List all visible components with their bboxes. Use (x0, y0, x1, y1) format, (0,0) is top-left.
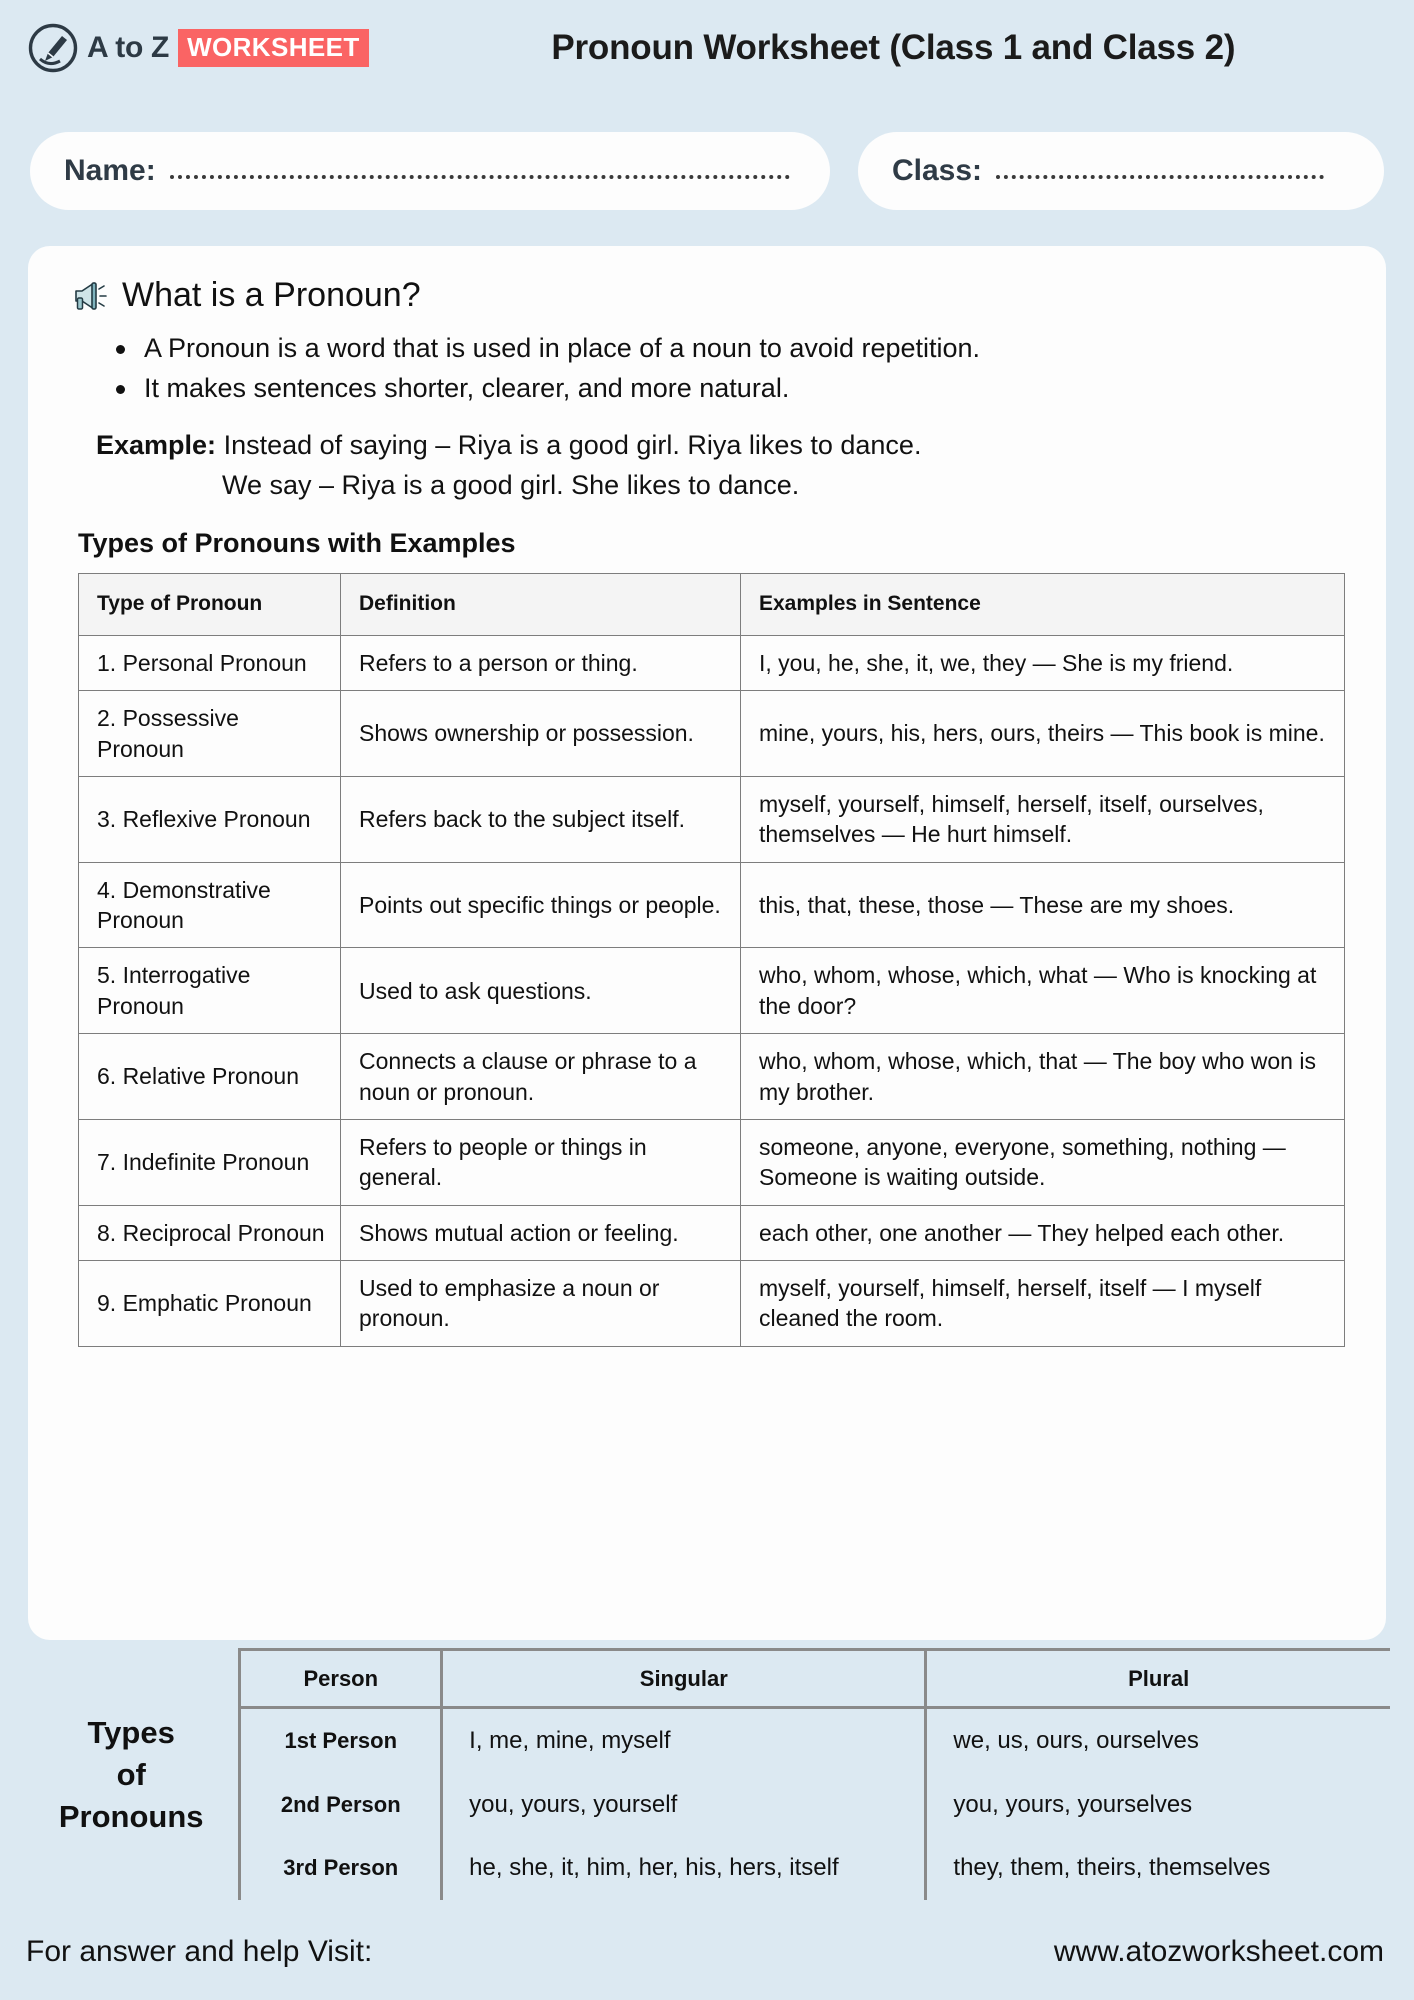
cell-definition: Shows ownership or possession. (341, 691, 741, 777)
cell-type: 8. Reciprocal Pronoun (79, 1205, 341, 1260)
cell-type: 7. Indefinite Pronoun (79, 1119, 341, 1205)
cell-definition: Refers to people or things in general. (341, 1119, 741, 1205)
cell-definition: Refers to a person or thing. (341, 635, 741, 690)
name-input[interactable] (170, 167, 790, 179)
side-label-line-1: Types (87, 1715, 175, 1751)
footer-website-link[interactable]: www.atozworksheet.com (1053, 1935, 1384, 1968)
pronoun-persons-table (24, 1648, 1390, 1900)
cell-definition: Used to ask questions. (341, 948, 741, 1034)
cell-plural: we, us, ours, ourselves (926, 1708, 1390, 1774)
example-line-1: Instead of saying – Riya is a good girl. Riya likes to dance. (223, 429, 922, 460)
table-header-row (79, 573, 1345, 635)
cell-type: 6. Relative Pronoun (79, 1034, 341, 1120)
col-header-examples: Examples in Sentence (741, 573, 1345, 635)
cell-examples: I, you, he, she, it, we, they — She is my friend. (741, 635, 1345, 690)
list-item: A Pronoun is a word that is used in place of a noun to avoid repetition. (108, 329, 1358, 369)
name-field-box[interactable] (30, 132, 830, 210)
cell-person: 3rd Person (240, 1837, 442, 1900)
cell-singular: you, yours, yourself (442, 1774, 926, 1837)
cell-person: 2nd Person (240, 1774, 442, 1837)
table-row (79, 1205, 1345, 1260)
page-footer (26, 1920, 1384, 1984)
cell-examples: who, whom, whose, which, what — Who is knocking at the door? (741, 948, 1345, 1034)
persons-section (24, 1648, 1390, 1900)
table-row (79, 691, 1345, 777)
cell-plural: they, them, theirs, themselves (926, 1837, 1390, 1900)
table-row (79, 1119, 1345, 1205)
content-card (28, 246, 1386, 1640)
what-is-a-pronoun-heading (70, 276, 1358, 315)
class-field-box[interactable] (858, 132, 1384, 210)
brand-logo[interactable] (28, 23, 369, 73)
table-row (79, 635, 1345, 690)
cell-singular: he, she, it, him, her, his, hers, itself (442, 1837, 926, 1900)
example-block (96, 425, 1358, 506)
table-row (79, 862, 1345, 948)
cell-type: 3. Reflexive Pronoun (79, 776, 341, 862)
class-label: Class: (892, 154, 983, 187)
footer-help-text: For answer and help Visit: (26, 1935, 373, 1968)
example-line-2: We say – Riya is a good girl. She likes to dance. (222, 470, 800, 501)
cell-examples: who, whom, whose, which, that — The boy who won is my brother. (741, 1034, 1345, 1120)
side-label-line-2: of (116, 1756, 146, 1792)
pronoun-facts-list (108, 329, 1358, 409)
cell-type: 1. Personal Pronoun (79, 635, 341, 690)
class-input[interactable] (996, 167, 1324, 179)
cell-examples: this, that, these, those — These are my shoes. (741, 862, 1345, 948)
cell-person: 1st Person (240, 1708, 442, 1774)
cell-definition: Points out specific things or people. (341, 862, 741, 948)
side-label-line-3: Pronouns (58, 1798, 204, 1834)
cell-type: 4. Demonstrative Pronoun (79, 862, 341, 948)
cell-plural: you, yours, yourselves (926, 1774, 1390, 1837)
types-table-title: Types of Pronouns with Examples (78, 527, 516, 558)
table-row (79, 948, 1345, 1034)
table-row (79, 1260, 1345, 1346)
logo-worksheet-badge: WORKSHEET (178, 29, 369, 67)
cell-definition: Connects a clause or phrase to a noun or pronoun. (341, 1034, 741, 1120)
list-item: It makes sentences shorter, clearer, and more natural. (108, 369, 1358, 409)
cell-examples: mine, yours, his, hers, ours, theirs — This book is mine. (741, 691, 1345, 777)
col-header-person: Person (240, 1650, 442, 1708)
cell-type: 2. Possessive Pronoun (79, 691, 341, 777)
persons-side-label (24, 1650, 240, 1901)
cell-singular: I, me, mine, myself (442, 1708, 926, 1774)
cell-examples: myself, yourself, himself, herself, itself, ourselves, themselves — He hurt himself. (741, 776, 1345, 862)
cell-examples: someone, anyone, everyone, something, nothing — Someone is waiting outside. (741, 1119, 1345, 1205)
col-header-singular: Singular (442, 1650, 926, 1708)
col-header-plural: Plural (926, 1650, 1390, 1708)
page-title: Pronoun Worksheet (Class 1 and Class 2) (551, 28, 1236, 67)
cell-type: 9. Emphatic Pronoun (79, 1260, 341, 1346)
col-header-type: Type of Pronoun (79, 573, 341, 635)
cell-definition: Used to emphasize a noun or pronoun. (341, 1260, 741, 1346)
table-header-row (24, 1650, 1390, 1708)
name-label: Name: (64, 154, 156, 187)
table-row (79, 1034, 1345, 1120)
pronoun-types-table (78, 573, 1345, 1347)
cell-definition: Refers back to the subject itself. (341, 776, 741, 862)
example-label: Example: (96, 429, 217, 460)
cell-examples: myself, yourself, himself, herself, itself — I myself cleaned the room. (741, 1260, 1345, 1346)
identity-row (30, 132, 1384, 210)
page-header (0, 0, 1414, 96)
megaphone-icon (70, 279, 110, 313)
col-header-definition: Definition (341, 573, 741, 635)
table-row (79, 776, 1345, 862)
logo-atoz-text: A to Z (87, 31, 170, 64)
cell-definition: Shows mutual action or feeling. (341, 1205, 741, 1260)
cell-examples: each other, one another — They helped each other. (741, 1205, 1345, 1260)
cell-type: 5. Interrogative Pronoun (79, 948, 341, 1034)
section-heading-text: What is a Pronoun? (122, 276, 421, 314)
pen-circle-icon (28, 23, 78, 73)
